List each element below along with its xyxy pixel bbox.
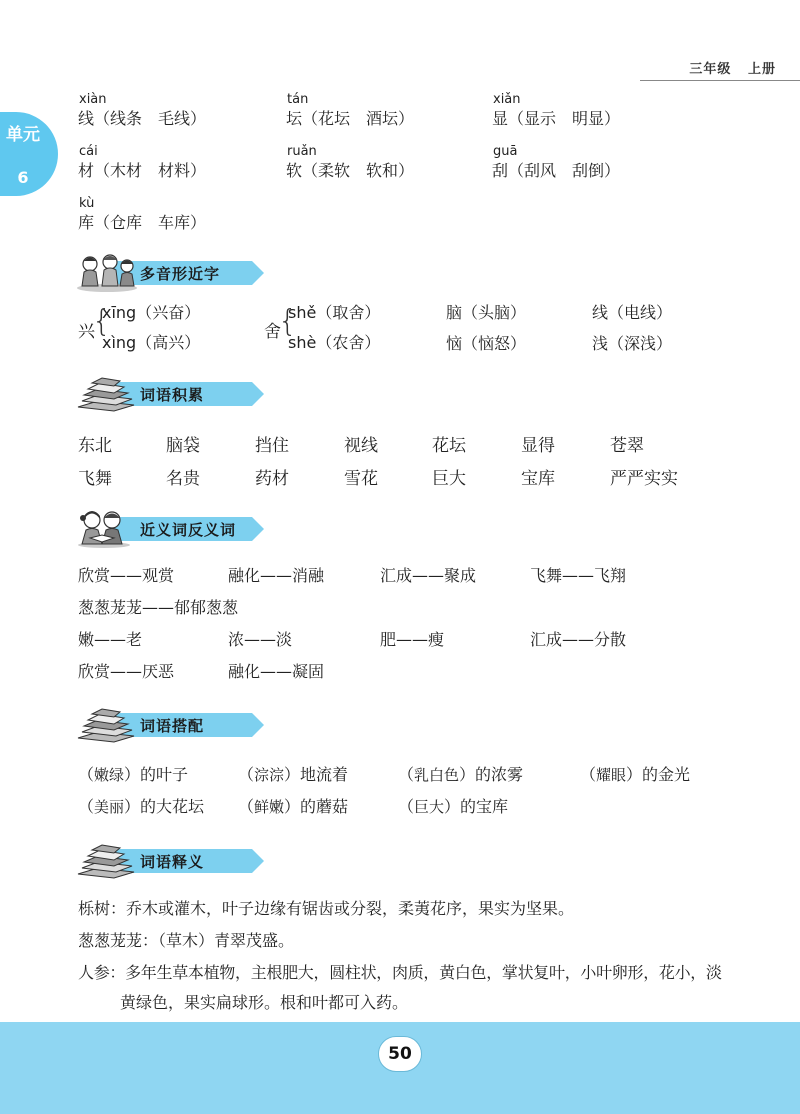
- section-banner-definition: [74, 840, 264, 880]
- collocation-tail: 的金光: [642, 765, 691, 784]
- collocation-item: （淙淙）地流着: [238, 765, 349, 784]
- section-banner-accumulation: [74, 373, 264, 413]
- section-banner-synonyms: [74, 508, 264, 548]
- polyphone-head: 舍: [264, 322, 281, 342]
- section-title: 多音形近字: [140, 265, 221, 283]
- unit-label: 单元: [6, 125, 40, 145]
- similar-char: 脑（头脑）: [446, 303, 527, 322]
- character: 材: [78, 161, 95, 180]
- collocation-fill: 乳白色: [414, 766, 460, 784]
- section-title: 近义词反义词: [140, 521, 237, 539]
- antonym-pair: 嫩——老: [78, 630, 143, 649]
- word-list: （木材 材料）: [94, 161, 207, 180]
- page-number: 50: [378, 1036, 422, 1072]
- collocation-fill: 巨大: [414, 798, 445, 816]
- volume-text: 上册: [747, 62, 776, 77]
- similar-char: 恼（恼怒）: [446, 334, 527, 353]
- accumulation-word: 雪花: [344, 469, 378, 489]
- character: 软: [286, 161, 303, 180]
- collocation-fill: 鲜嫩: [254, 798, 285, 816]
- collocation-tail: 的蘑菇: [300, 797, 349, 816]
- word-list: （柔软 软和）: [302, 161, 415, 180]
- pinyin-group-xian: [78, 92, 206, 130]
- accumulation-word: 挡住: [255, 436, 289, 456]
- header-rule: [640, 80, 800, 81]
- pinyin: tán: [287, 92, 309, 107]
- polyphone-she: [264, 300, 414, 356]
- similar-char: 浅（深浅）: [592, 334, 673, 353]
- pinyin: xiàn: [79, 92, 107, 107]
- pinyin-group-cai: [78, 144, 206, 182]
- pinyin-group-tan: [286, 92, 414, 130]
- accumulation-word: 巨大: [432, 469, 466, 489]
- accumulation-word: 脑袋: [166, 436, 200, 456]
- pinyin: xiǎn: [493, 92, 521, 107]
- grade-text: 三年级: [689, 62, 732, 77]
- pinyin-group-ku: [78, 196, 206, 234]
- synonym-pair: 飞舞——飞翔: [530, 566, 627, 585]
- accumulation-word: 宝库: [521, 469, 555, 489]
- synonym-pair: 欣赏——观赏: [78, 566, 175, 585]
- synonym-pair: 融化——消融: [228, 566, 325, 585]
- unit-tab: [0, 112, 58, 196]
- accumulation-word: 药材: [255, 469, 289, 489]
- pinyin: guā: [493, 144, 518, 159]
- polyphone-head: 兴: [78, 322, 95, 342]
- pinyin-group-gua: [492, 144, 620, 182]
- collocation-item: （巨大）的宝库: [398, 797, 509, 816]
- antonym-pair: 欣赏——厌恶: [78, 662, 175, 681]
- polyphone-xing: [78, 300, 228, 356]
- character: 刮: [492, 161, 509, 180]
- synonym-pair: 葱葱茏茏——郁郁葱葱: [78, 598, 239, 617]
- collocation-tail: 的浓雾: [475, 765, 524, 784]
- antonym-pair: 汇成——分散: [530, 630, 627, 649]
- word-list: （显示 明显）: [508, 109, 621, 128]
- accumulation-word: 飞舞: [78, 469, 112, 489]
- word-list: （刮风 刮倒）: [508, 161, 621, 180]
- collocation-item: （嫩绿）的叶子: [78, 765, 189, 784]
- section-title: 词语释义: [140, 853, 205, 871]
- collocation-tail: 地流着: [300, 765, 349, 784]
- definition-line: 人参：多年生草本植物，主根肥大，圆柱状，肉质，黄白色，掌状复叶，小叶卵形，花小，淡: [78, 963, 722, 982]
- collocation-item: （乳白色）的浓雾: [398, 765, 524, 784]
- collocation-item: （鲜嫩）的蘑菇: [238, 797, 349, 816]
- polyphone-reading: shè（农舍）: [288, 333, 381, 352]
- collocation-fill: 耀眼: [596, 766, 627, 784]
- brace-icon: {: [278, 304, 298, 339]
- antonym-pair: 融化——凝固: [228, 662, 325, 681]
- word-list: （花坛 酒坛）: [302, 109, 415, 128]
- children-icon: [74, 252, 140, 292]
- section-title: 词语搭配: [140, 717, 205, 735]
- pinyin: ruǎn: [287, 144, 317, 159]
- definition-line: 栎树：乔木或灌木，叶子边缘有锯齿或分裂，柔荑花序，果实为坚果。: [78, 899, 575, 918]
- character: 显: [492, 109, 509, 128]
- antonym-pair: 肥——瘦: [380, 630, 445, 649]
- polyphone-reading: xīng（兴奋）: [102, 303, 201, 322]
- collocation-item: （耀眼）的金光: [580, 765, 691, 784]
- collocation-item: （美丽）的大花坛: [78, 797, 205, 816]
- collocation-fill: 淙淙: [254, 766, 285, 784]
- section-banner-collocation: [74, 704, 264, 744]
- word-list: （线条 毛线）: [94, 109, 207, 128]
- section-banner-polyphone: [74, 252, 264, 292]
- similar-char: 线（电线）: [592, 303, 673, 322]
- collocation-tail: 的大花坛: [140, 797, 205, 816]
- polyphone-reading: shě（取舍）: [288, 303, 381, 322]
- word-list: （仓库 车库）: [94, 213, 207, 232]
- accumulation-word: 苍翠: [610, 436, 644, 456]
- synonym-pair: 汇成——聚成: [380, 566, 477, 585]
- reading-kids-icon: [74, 508, 140, 548]
- section-title: 词语积累: [140, 386, 205, 404]
- pinyin: cái: [79, 144, 98, 159]
- collocation-tail: 的宝库: [460, 797, 509, 816]
- pinyin-group-ruan: [286, 144, 414, 182]
- accumulation-word: 显得: [521, 436, 555, 456]
- accumulation-word: 名贵: [166, 469, 200, 489]
- books-icon: [74, 704, 140, 744]
- brace-icon: {: [92, 304, 112, 339]
- character: 线: [78, 109, 95, 128]
- accumulation-word: 视线: [344, 436, 378, 456]
- character: 库: [78, 213, 95, 232]
- antonym-pair: 浓——淡: [228, 630, 293, 649]
- definition-line: 黄绿色，果实扁球形。根和叶都可入药。: [120, 993, 409, 1012]
- pinyin-group-xian2: [492, 92, 620, 130]
- books-icon: [74, 373, 140, 413]
- books-icon: [74, 840, 140, 880]
- accumulation-word: 严严实实: [610, 469, 678, 489]
- character: 坛: [286, 109, 303, 128]
- definition-line: 葱葱茏茏：（草木）青翠茂盛。: [78, 931, 295, 950]
- accumulation-word: 花坛: [432, 436, 466, 456]
- polyphone-reading: xìng（高兴）: [102, 333, 201, 352]
- collocation-fill: 美丽: [94, 798, 125, 816]
- unit-number: 6: [17, 168, 29, 187]
- collocation-tail: 的叶子: [140, 765, 189, 784]
- grade-label: [689, 58, 776, 77]
- accumulation-word: 东北: [78, 436, 112, 456]
- collocation-fill: 嫩绿: [94, 766, 125, 784]
- pinyin: kù: [79, 196, 95, 211]
